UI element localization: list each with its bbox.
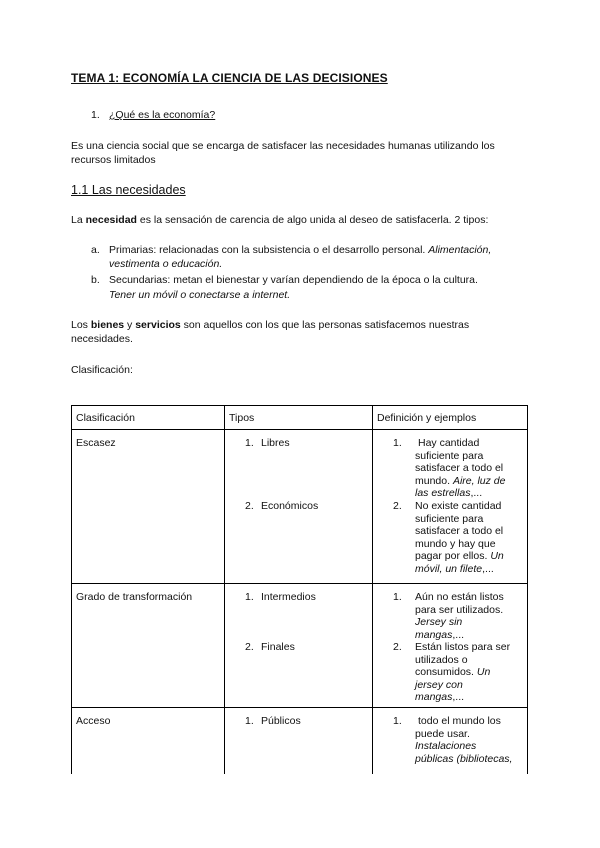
def-num: 2. [393,500,402,512]
definition-line-2: recursos limitados [71,154,156,166]
def-tail: ,... [470,487,483,499]
bienes-mid: y [124,319,136,331]
def-line [415,753,521,766]
necesidad-pre: La [71,214,86,226]
tipo-num: 2. [245,641,254,653]
table-row [72,430,528,584]
tipo-text-a [109,243,491,257]
def-example: Aire, luz de [452,474,506,487]
def-line: satisfacer a todo el [415,462,504,474]
def-text [415,500,521,575]
tipo-label: Libres [261,437,290,449]
def-example: mangas [415,628,453,641]
tipo-entry [245,591,316,604]
necesidad-paragraph [71,213,488,227]
definition-line-1: Es una ciencia social que se encarga de satisfacer las necesidades humanas utilizando los [71,140,495,152]
table-header-row [72,406,528,430]
definiciones-cell [373,708,528,774]
def-line: mundo y hay que [415,537,496,550]
tipo-example-b-text: Tener un móvil o conectarse a internet. [109,289,291,301]
def-example: mangas [415,691,453,703]
def-line [415,679,521,692]
def-line: puede usar. [415,727,470,740]
bienes-post: son aquellos con los que las personas satisfacemos nuestras [180,319,470,331]
tipos-cell [225,584,373,708]
tipo-marker-b: b. [91,274,100,286]
def-text [415,591,521,641]
def-line: Hay cantidad [418,437,480,449]
def-tail: ,... [452,691,465,703]
def-example: Un [490,550,504,562]
page-title: TEMA 1: ECONOMÍA LA CIENCIA DE LAS DECISIONES [71,71,388,85]
bienes-line-2: necesidades. [71,333,133,345]
tipo-label: Públicos [261,715,301,727]
definicion-entry [393,437,521,500]
tipo-marker-a: a. [91,244,100,256]
def-num: 1. [393,715,402,727]
definiciones-cell [373,584,528,708]
def-line-text: pagar por ellos. [415,550,488,562]
def-line: No existe cantidad [415,500,502,512]
servicios-term: servicios [135,319,181,331]
def-line: todo el mundo los [418,715,501,727]
row-name-cell [72,708,225,774]
def-line: satisfacer a todo el [415,525,504,537]
def-example: Jersey sin [415,616,463,628]
tipo-label-a: Primarias: relacionadas con la subsistencia o el desarrollo personal. [109,244,429,256]
tipo-label: Económicos [261,500,319,512]
definiciones-cell [373,430,528,584]
def-line [415,550,521,563]
row-name: Acceso [76,715,111,727]
def-example: jersey con [415,678,463,691]
row-name: Grado de transformación [76,591,193,603]
tipo-num: 1. [245,437,254,449]
def-text [415,715,521,765]
definicion-entry [393,591,521,641]
necesidad-post: es la sensación de carencia de algo unida al deseo de satisfacerla. 2 tipos: [136,214,489,226]
clasificacion-table [71,405,528,774]
definicion-entry [393,500,521,575]
bienes-pre: Los [71,319,91,331]
bienes-paragraph [71,318,469,332]
header-definicion: Definición y ejemplos [373,406,528,430]
def-num: 1. [393,437,402,449]
def-line: suficiente para [415,449,484,462]
tipo-example-a2 [109,257,222,271]
def-line-text: consumidos. [415,666,474,678]
def-tail: ,... [452,628,465,641]
def-line: para ser utilizados. [415,603,504,616]
necesidad-term: necesidad [85,214,137,226]
def-line [415,475,521,488]
table-row [72,708,528,774]
def-num: 1. [393,591,402,603]
tipo-label-b: Secundarias: metan el bienestar y varían dependiendo de la época o la cultura. [109,274,478,286]
def-line-text: mundo. [415,474,451,487]
header-clasificacion: Clasificación [72,406,225,430]
def-line: Aún no están listos [415,591,504,603]
def-tail: ,... [482,562,494,575]
question-number: 1. [91,109,100,121]
def-line [415,487,521,500]
def-example: las estrellas [415,487,471,499]
tipo-num: 1. [245,591,254,603]
tipo-entry [245,641,295,654]
def-line [415,616,521,629]
tipo-label: Finales [261,641,295,653]
def-num: 2. [393,641,402,653]
bienes-term: bienes [90,319,125,331]
tipo-example-a2-text: vestimenta o educación. [109,258,223,270]
tipos-cell [225,708,373,774]
clasificacion-label: Clasificación: [71,364,133,376]
question-text: ¿Qué es la economía? [109,109,216,121]
tipo-example-b [109,288,290,302]
tipo-entry [245,437,290,450]
def-example: Instalaciones [415,740,477,752]
tipo-entry [245,500,318,513]
def-line [415,740,521,753]
definicion-entry [393,715,521,765]
tipo-example-a1: Alimentación, [428,244,492,256]
section-heading: 1.1 Las necesidades [71,183,186,197]
def-text [415,641,521,704]
tipo-label: Intermedios [261,591,316,603]
def-line: suficiente para [415,512,484,525]
def-line: utilizados o [415,653,468,666]
def-example: Un [476,666,491,678]
def-line [415,563,521,576]
header-tipos: Tipos [225,406,373,430]
row-name-cell [72,584,225,708]
row-name: Escasez [76,437,116,449]
def-text [415,437,521,500]
def-example: públicas (bibliotecas, [415,752,513,765]
definicion-entry [393,641,521,704]
tipo-num: 1. [245,715,254,727]
def-line [415,629,521,642]
tipo-entry [245,715,301,728]
def-line [415,666,521,679]
tipo-num: 2. [245,500,254,512]
def-line: Están listos para ser [415,641,511,653]
tipos-cell [225,430,373,584]
def-line [415,691,521,704]
table-row [72,584,528,708]
def-example: móvil, un filete [415,562,483,575]
row-name-cell [72,430,225,584]
